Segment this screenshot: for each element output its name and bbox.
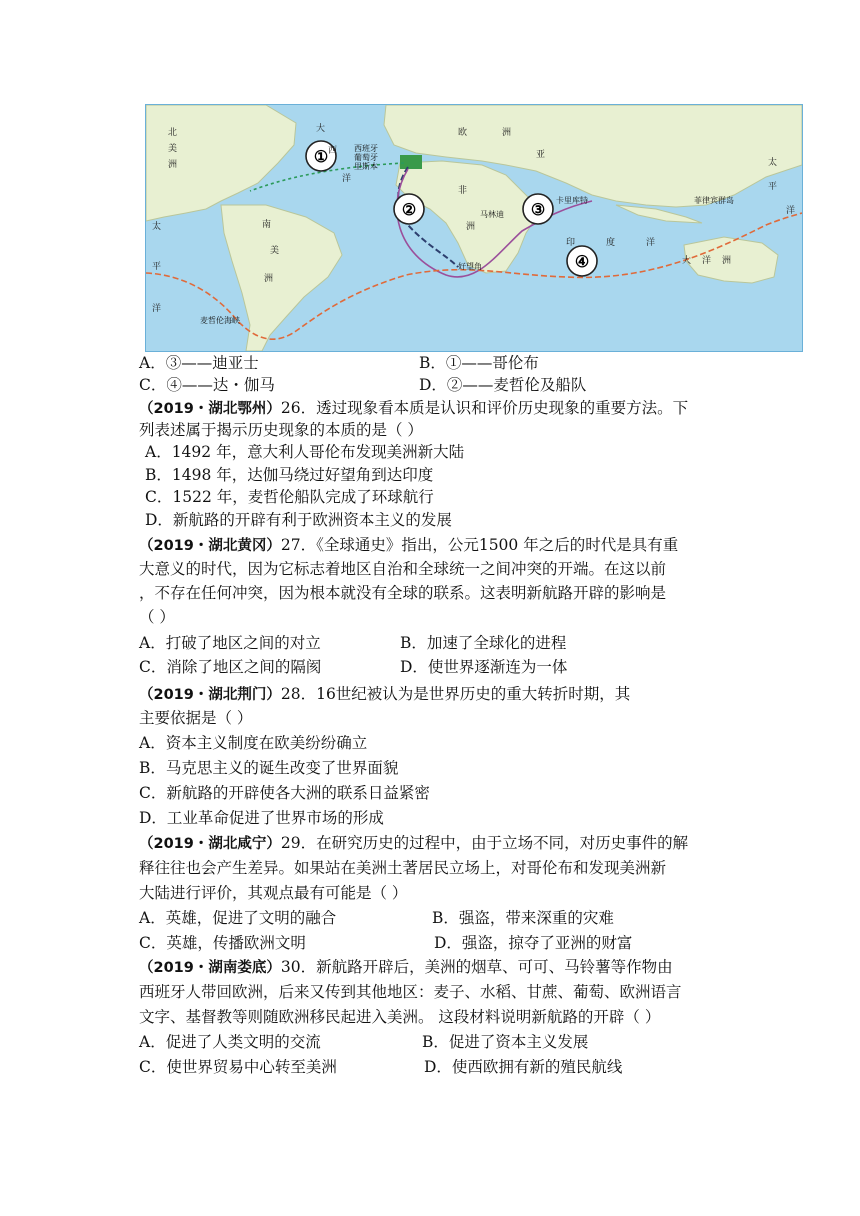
q26-option-c: C．1522 年，麦哲伦船队完成了环球航行: [145, 488, 434, 506]
q30-option-c: C．使世界贸易中心转至美洲: [139, 1058, 337, 1076]
route-4-label: ④: [574, 252, 590, 271]
q27-stem-line-4: （ ）: [139, 608, 175, 626]
label-philippines: 菲律宾群岛: [694, 196, 734, 205]
q28-stem-1: 28．16世纪被认为是世界历史的重大转折时期，其: [280, 685, 631, 703]
route-1-label: ①: [313, 147, 329, 166]
q30-stem-line-3: 文字、基督教等则随欧洲移民起进入美洲。 这段材料说明新航路的开辟（ ）: [139, 1008, 661, 1026]
sa-char-3: 洲: [264, 274, 274, 284]
q29-stem-line-2: 释往往也会产生差异。如果站在美洲土著居民立场上，对哥伦布和发现美洲新: [139, 859, 667, 877]
q27-option-d: D．使世界逐渐连为一体: [400, 658, 568, 676]
atl-char-3: 洋: [342, 174, 352, 184]
q26-source: （2019・湖北鄂州）: [139, 401, 281, 417]
q27-option-b: B．加速了全球化的进程: [400, 634, 567, 652]
label-spain: 西班牙: [354, 144, 378, 153]
q26-option-b: B．1498 年，达伽马绕过好望角到达印度: [145, 466, 434, 484]
q30-option-d: D．使西欧拥有新的殖民航线: [424, 1058, 623, 1076]
q30-source: （2019・湖南娄底）: [139, 960, 281, 976]
na-char-1: 北: [168, 128, 178, 138]
q28-option-a: A．资本主义制度在欧美纷纷确立: [139, 734, 368, 752]
q29-option-b: B．强盗，带来深重的灾难: [432, 909, 614, 927]
q29-stem-line-1: [139, 832, 688, 855]
pac-r-char-2: 平: [768, 182, 778, 192]
q27-option-c: C．消除了地区之间的隔阂: [139, 658, 322, 676]
label-lisbon: 里斯本: [354, 162, 378, 171]
q26-option-a: A．1492 年，意大利人哥伦布发现美洲新大陆: [145, 443, 465, 461]
route-2-label: ②: [401, 200, 417, 219]
pac-l-char-3: 洋: [152, 304, 162, 314]
iberia-highlight: [400, 155, 422, 169]
q30-stem-1: 30．新航路开辟后，美洲的烟草、可可、马铃薯等作物由: [280, 958, 673, 976]
asia-char: 亚: [536, 150, 546, 160]
io-char-3: 洋: [646, 238, 656, 248]
pac-l-char-2: 平: [152, 262, 162, 272]
af-char-1: 非: [458, 186, 468, 196]
q29-option-d: D．强盗，掠夺了亚洲的财富: [434, 934, 633, 952]
atl-char-1: 大: [316, 124, 326, 134]
q26-stem-line-1: [139, 397, 688, 420]
oc-char-2: 洋: [702, 256, 712, 266]
q29-stem-line-3: 大陆进行评价，其观点最有可能是（ ）: [139, 884, 408, 902]
label-portugal: 葡萄牙: [354, 153, 378, 162]
af-char-2: 洲: [466, 222, 476, 232]
atl-char-2: 西: [328, 146, 338, 156]
q29-option-a: A．英雄，促进了文明的融合: [139, 909, 337, 927]
q28-option-c: C．新航路的开辟使各大洲的联系日益紧密: [139, 784, 430, 802]
na-char-3: 洲: [168, 160, 178, 170]
eu-char-2: 洲: [502, 128, 512, 138]
q30-stem-line-2: 西班牙人带回欧洲，后来又传到其他地区：麦子、水稻、甘蔗、葡萄、欧洲语言: [139, 983, 682, 1001]
q26-option-d: D．新航路的开辟有利于欧洲资本主义的发展: [145, 511, 452, 529]
q25-option-b: B．①——哥伦布: [419, 354, 539, 372]
io-char-1: 印: [566, 238, 576, 248]
q28-stem-line-2: 主要依据是（ ）: [139, 709, 253, 727]
na-char-2: 美: [168, 144, 178, 154]
oc-char-3: 洲: [722, 256, 732, 266]
label-magellan-strait: 麦哲伦海峡: [200, 316, 240, 325]
map-graphic: [146, 105, 802, 351]
new-routes-map: [145, 104, 803, 352]
q25-option-c: C．④——达・伽马: [139, 376, 275, 394]
q29-option-c: C．英雄，传播欧洲文明: [139, 934, 306, 952]
q27-stem-line-1: [139, 534, 678, 557]
q27-stem-line-3: ，不存在任何冲突，因为根本就没有全球的联系。这表明新航路开辟的影响是: [139, 584, 667, 602]
q29-stem-1: 29．在研究历史的过程中，由于立场不同，对历史事件的解: [280, 834, 689, 852]
q30-stem-line-1: [139, 956, 673, 979]
q27-stem-1: 27．《全球通史》指出，公元1500 年之后的时代是具有重: [280, 536, 679, 554]
label-cape: 好望角: [458, 262, 482, 271]
q30-option-b: B．促进了资本主义发展: [422, 1033, 589, 1051]
sa-char-1: 南: [262, 220, 272, 230]
pac-l-char-1: 太: [152, 222, 162, 232]
q29-source: （2019・湖北咸宁）: [139, 836, 281, 852]
q27-stem-line-2: 大意义的时代，因为它标志着地区自治和全球统一之间冲突的开端。在这以前: [139, 560, 667, 578]
q28-option-b: B．马克思主义的诞生改变了世界面貌: [139, 759, 399, 777]
route-3-label: ③: [530, 200, 546, 219]
eu-char-1: 欧: [458, 128, 468, 138]
label-calicut: 卡里库特: [556, 196, 588, 205]
pac-r-char-1: 太: [768, 158, 778, 168]
q27-option-a: A．打破了地区之间的对立: [139, 634, 321, 652]
io-char-2: 度: [606, 238, 616, 248]
q25-option-a: A．③——迪亚士: [139, 354, 259, 372]
q27-source: （2019・湖北黄冈）: [139, 538, 281, 554]
q28-stem-line-1: [139, 683, 630, 706]
q30-option-a: A．促进了人类文明的交流: [139, 1033, 321, 1051]
oc-char-1: 大: [682, 256, 692, 266]
pac-r-char-3: 洋: [786, 206, 796, 216]
label-malindi: 马林迪: [480, 210, 504, 219]
q26-stem-line-2: 列表述属于揭示历史现象的本质的是（ ）: [139, 421, 423, 439]
q28-option-d: D．工业革命促进了世界市场的形成: [139, 809, 384, 827]
q26-stem-1: 26．透过现象看本质是认识和评价历史现象的重要方法。下: [280, 399, 689, 417]
sa-char-2: 美: [270, 246, 280, 256]
q25-option-d: D．②——麦哲伦及船队: [419, 376, 587, 394]
q28-source: （2019・湖北荆门）: [139, 687, 281, 703]
